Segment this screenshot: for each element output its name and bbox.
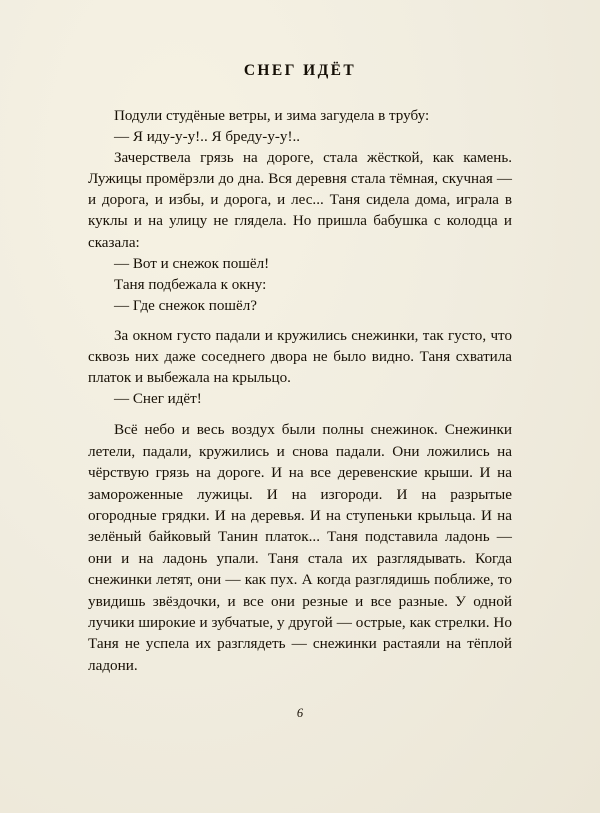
paragraph-group-one	[88, 106, 512, 317]
page-number: 6	[296, 706, 304, 720]
paragraph-group-three	[88, 419, 512, 676]
paragraph-3: Зачерствела грязь на дороге, стала жёсткой, как камень. Лужицы промёрзли до дна. Вся деревня стала тёмная, скучная — и дорога, и избы, и дорога, и лес... Таня сидела дома, играла в куклы и на улицу не глядела. Но пришла бабушка с колодца и сказала:	[88, 150, 512, 251]
paragraph-9: Всё небо и весь воздух были полны снежинок. Снежинки летели, падали, кружились и снова падали. Они ложились на чёрствую грязь на дороге. И на все деревенские крыши. И на замороженные лужицы. И на изгороди. И на разрытые огородные грядки. И на деревья. И на ступеньки крыльца. И на зелёный байковый Танин платок... Таня подставила ладонь — они и на ладонь упали. Таня стала их разглядывать. Когда снежинки летят, они — как пух. А когда разглядишь поближе, то увидишь звёздочки, и все они резные и все разные. У одной лучики широкие и зубчатые, у другой — острые, как стрелки. Но Таня не успела их разглядеть — снежинки растаяли на тёплой ладони.	[88, 421, 512, 674]
paragraph-7: За окном густо падали и кружились снежинки, так густо, что сквозь них даже соседнего двора не было видно. Таня схватила платок и выбежала на крыльцо.	[88, 327, 512, 387]
paragraph-1: Подули студёные ветры, и зима загудела в трубу:	[114, 108, 430, 124]
paragraph-group-two	[88, 326, 512, 410]
page-text-block	[88, 62, 512, 676]
paragraph-2: — Я иду-у-у!.. Я бреду-у-у!..	[114, 129, 301, 146]
paragraph-4: — Вот и снежок пошёл!	[114, 255, 270, 272]
paragraph-5: Таня подбежала к окну:	[114, 276, 267, 293]
paragraph-6: — Где снежок пошёл?	[114, 297, 257, 314]
page-title: СНЕГ ИДЁТ	[243, 62, 357, 79]
paragraph-8: — Снег идёт!	[114, 391, 202, 408]
